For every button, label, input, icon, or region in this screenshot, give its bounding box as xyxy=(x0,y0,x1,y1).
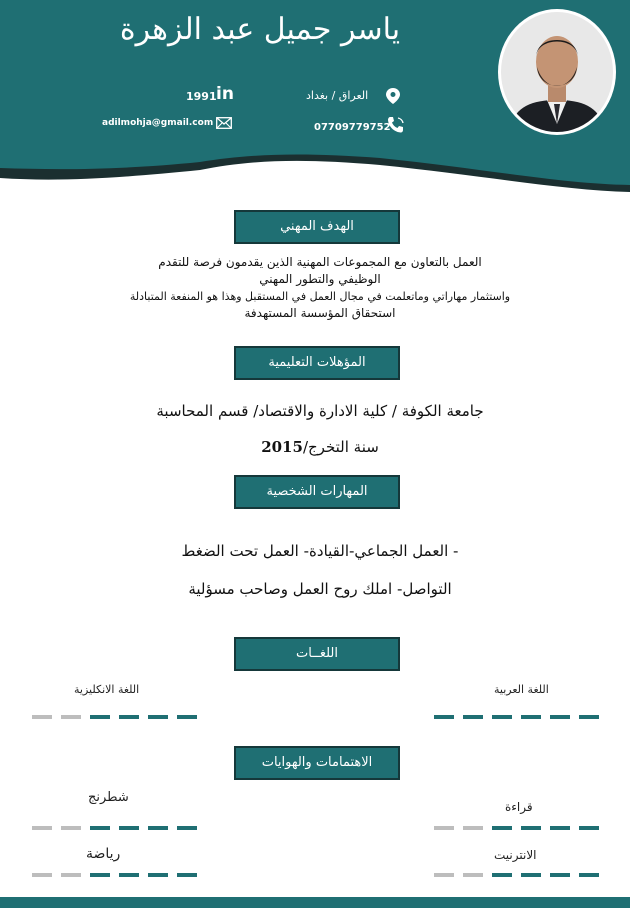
level-dash-filled xyxy=(492,826,512,830)
education-university: جامعة الكوفة / كلية الادارة والاقتصاد/ قسم المحاسبة xyxy=(156,402,484,420)
envelope-icon xyxy=(216,117,232,129)
section-header-interests: الاهتمامات والهوايات xyxy=(234,746,400,780)
level-dash-filled xyxy=(148,715,168,719)
level-dash-empty xyxy=(61,873,81,877)
level-dash-filled xyxy=(463,715,483,719)
graduation-label: سنة التخرج/ xyxy=(302,438,379,456)
phone-number: 07709779752 xyxy=(314,122,391,133)
level-dash-empty xyxy=(463,873,483,877)
level-dash-filled xyxy=(492,715,512,719)
footer-bar xyxy=(0,897,630,908)
level-dash-empty xyxy=(434,826,454,830)
graduation-year: 2015 xyxy=(261,438,303,456)
section-header-skills: المهارات الشخصية xyxy=(234,475,400,509)
level-dash-empty xyxy=(32,873,52,877)
level-dash-empty xyxy=(32,826,52,830)
profile-photo xyxy=(501,12,613,132)
interest-level-chess xyxy=(32,826,197,830)
level-dash-empty xyxy=(61,826,81,830)
interest-label-reading: قراءة xyxy=(505,800,533,814)
level-dash-empty xyxy=(434,873,454,877)
level-dash-empty xyxy=(463,826,483,830)
interest-label-internet: الانترنيت xyxy=(494,848,537,862)
level-dash-filled xyxy=(119,715,139,719)
section-header-languages: اللغــات xyxy=(234,637,400,671)
language-level-arabic xyxy=(434,715,599,719)
objective-line: العمل بالتعاون مع المجموعات المهنية الذين يقدمون فرصة للتقدم xyxy=(158,255,482,269)
objective-line: الوظيفي والتطور المهني xyxy=(259,272,381,286)
skills-line: - العمل الجماعي-القيادة- العمل تحت الضغط xyxy=(181,542,459,560)
level-dash-filled xyxy=(434,715,454,719)
level-dash-filled xyxy=(492,873,512,877)
level-dash-filled xyxy=(579,873,599,877)
level-dash-filled xyxy=(148,873,168,877)
level-dash-empty xyxy=(32,715,52,719)
level-dash-filled xyxy=(521,873,541,877)
level-dash-filled xyxy=(579,826,599,830)
level-dash-filled xyxy=(521,715,541,719)
location-text: العراق / بغداد xyxy=(306,89,369,102)
objective-text xyxy=(90,254,550,322)
birth-year: 1991 xyxy=(186,90,217,103)
level-dash-filled xyxy=(119,873,139,877)
level-dash-filled xyxy=(90,826,110,830)
interest-label-sports: رياضة xyxy=(86,846,121,862)
email-address[interactable]: adilmohja@gmail.com xyxy=(102,118,214,128)
language-label-english: اللغة الانكليزية xyxy=(74,683,140,696)
level-dash-filled xyxy=(521,826,541,830)
level-dash-filled xyxy=(177,715,197,719)
interest-level-reading xyxy=(434,826,599,830)
objective-line: واستثمار مهاراتي وماتعلمت في مجال العمل في المستقبل وهذا هو المنفعة المتبادلة xyxy=(129,290,511,303)
level-dash-filled xyxy=(90,873,110,877)
interest-level-sports xyxy=(32,873,197,877)
location-pin-icon xyxy=(386,88,400,104)
section-header-education: المؤهلات التعليمية xyxy=(234,346,400,380)
phone-icon xyxy=(387,116,405,134)
education-graduation xyxy=(150,438,490,456)
section-header-objective: الهدف المهني xyxy=(234,210,400,244)
level-dash-filled xyxy=(550,715,570,719)
interest-level-internet xyxy=(434,873,599,877)
level-dash-filled xyxy=(119,826,139,830)
level-dash-empty xyxy=(61,715,81,719)
skills-line: التواصل- املك روح العمل وصاحب مسؤلية xyxy=(188,580,452,598)
level-dash-filled xyxy=(550,873,570,877)
language-label-arabic: اللغة العربية xyxy=(494,683,549,696)
level-dash-filled xyxy=(148,826,168,830)
level-dash-filled xyxy=(579,715,599,719)
objective-line: استحقاق المؤسسة المستهدفة xyxy=(244,306,396,320)
level-dash-filled xyxy=(550,826,570,830)
level-dash-filled xyxy=(90,715,110,719)
level-dash-filled xyxy=(177,826,197,830)
level-dash-filled xyxy=(177,873,197,877)
person-name: ياسر جميل عبد الزهرة xyxy=(119,12,401,47)
interest-label-chess: شطرنج xyxy=(88,790,129,805)
language-level-english xyxy=(32,715,197,719)
linkedin-icon[interactable]: in xyxy=(216,84,234,104)
